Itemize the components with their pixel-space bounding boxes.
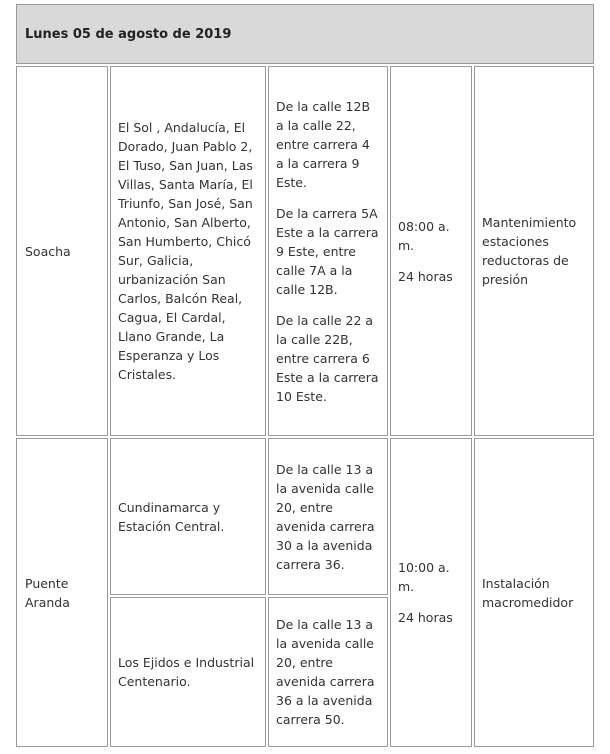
- municipality-cell: [16, 438, 108, 747]
- work-cell: [474, 66, 594, 436]
- header-row: [16, 4, 594, 64]
- sector-cell: [268, 438, 388, 595]
- municipality-cell: [16, 66, 108, 436]
- sector-cell: [268, 66, 388, 436]
- neighborhoods-text: Los Ejidos e Industrial Centenario.: [118, 655, 255, 689]
- sector-text: De la calle 22 a la calle 22B, entre carrera 6 Este a la carrera 10 Este.: [276, 312, 379, 404]
- sector-cell: [268, 597, 388, 747]
- work-text: Mantenimiento estaciones reductoras de presión: [482, 215, 577, 287]
- neighborhoods-cell: [110, 66, 266, 436]
- sector-text: De la calle 12B a la calle 22, entre carrera 4 a la carrera 9 Este.: [276, 98, 371, 190]
- date-header: Lunes 05 de agosto de 2019: [16, 4, 594, 64]
- duration: 24 horas: [398, 610, 453, 625]
- neighborhoods-text: El Sol , Andalucía, El Dorado, Juan Pablo 2, El Tuso, San Juan, Las Villas, Santa María, El Triunfo, San José, San Antonio, San Alberto, San Humberto, Chicó Sur, Galicia, urbanización San Carlos, Balcón Real, Cagua, El Cardal, Llano Grande, La Esperanza y Los Cristales.: [118, 120, 253, 382]
- schedule-table: [14, 2, 596, 749]
- duration: 24 horas: [398, 268, 453, 284]
- work-cell: [474, 438, 594, 747]
- work-text: Instalación macromedidor: [482, 575, 574, 610]
- neighborhoods-cell: [110, 438, 266, 595]
- start-time: 10:00 a. m.: [398, 560, 450, 594]
- table-row: [16, 438, 594, 595]
- time-cell: [390, 438, 472, 747]
- time-cell: [390, 66, 472, 436]
- municipality-name: Soacha: [25, 243, 71, 259]
- neighborhoods-cell: [110, 597, 266, 747]
- sector-text: De la calle 13 a la avenida calle 20, entre avenida carrera 36 a la avenida carrera 50.: [276, 617, 375, 727]
- start-time: 08:00 a. m.: [398, 218, 450, 253]
- sector-text: De la calle 13 a la avenida calle 20, entre avenida carrera 30 a la avenida carrera 36.: [276, 461, 375, 572]
- table-row: [16, 66, 594, 436]
- sector-text: De la carrera 5A Este a la carrera 9 Este, entre calle 7A a la calle 12B.: [276, 205, 379, 297]
- municipality-name: Puente Aranda: [25, 575, 70, 610]
- neighborhoods-text: Cundinamarca y Estación Central.: [118, 499, 225, 534]
